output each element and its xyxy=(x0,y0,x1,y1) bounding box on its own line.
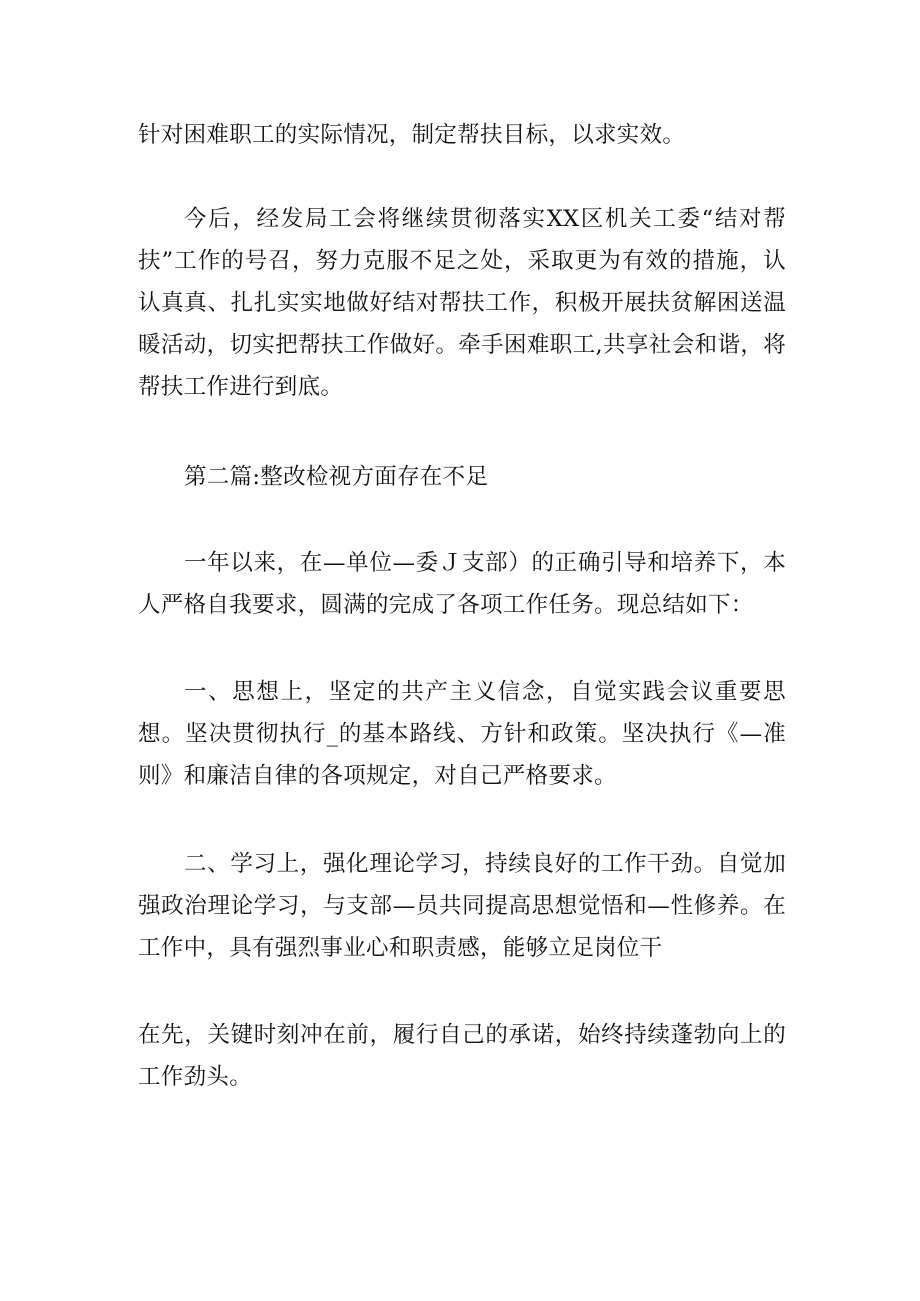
paragraph-4: 一、思想上，坚定的共产主义信念，自觉实践会议重要思想。坚决贯彻执行_的基本路线、方针和政策。坚决执行《—准则》和廉洁自律的各项规定，对自己严格要求。 xyxy=(138,679,786,789)
paragraph-6: 在先，关键时刻冲在前，履行自己的承诺，始终持续蓬勃向上的工作劲头。 xyxy=(138,1022,786,1090)
paragraph-5: 二、学习上，强化理论学习，持续良好的工作干劲。自觉加强政治理论学习，与支部—员共同提高思想觉悟和—性修养。在工作中，具有强烈事业心和职责感，能够立足岗位干 xyxy=(138,851,786,961)
section-heading: 第二篇:整改检视方面存在不足 xyxy=(184,464,489,490)
paragraph-2: 今后，经发局工会将继续贯彻落实XX区机关工委“结对帮扶”工作的号召，努力克服不足之处，采取更为有效的措施，认认真真、扎扎实实地做好结对帮扶工作，积极开展扶贫解困送温暖活动，切实把帮扶工作做好。牵手困难职工,共享社会和谐，将帮扶工作进行到底。 xyxy=(138,206,786,400)
paragraph-1: 针对困难职工的实际情况，制定帮扶目标，以求实效。 xyxy=(138,122,686,148)
paragraph-3: 一年以来，在—单位—委Ｊ支部）的正确引导和培养下，本人严格自我要求，圆满的完成了各项工作任务。现总结如下： xyxy=(138,550,786,618)
